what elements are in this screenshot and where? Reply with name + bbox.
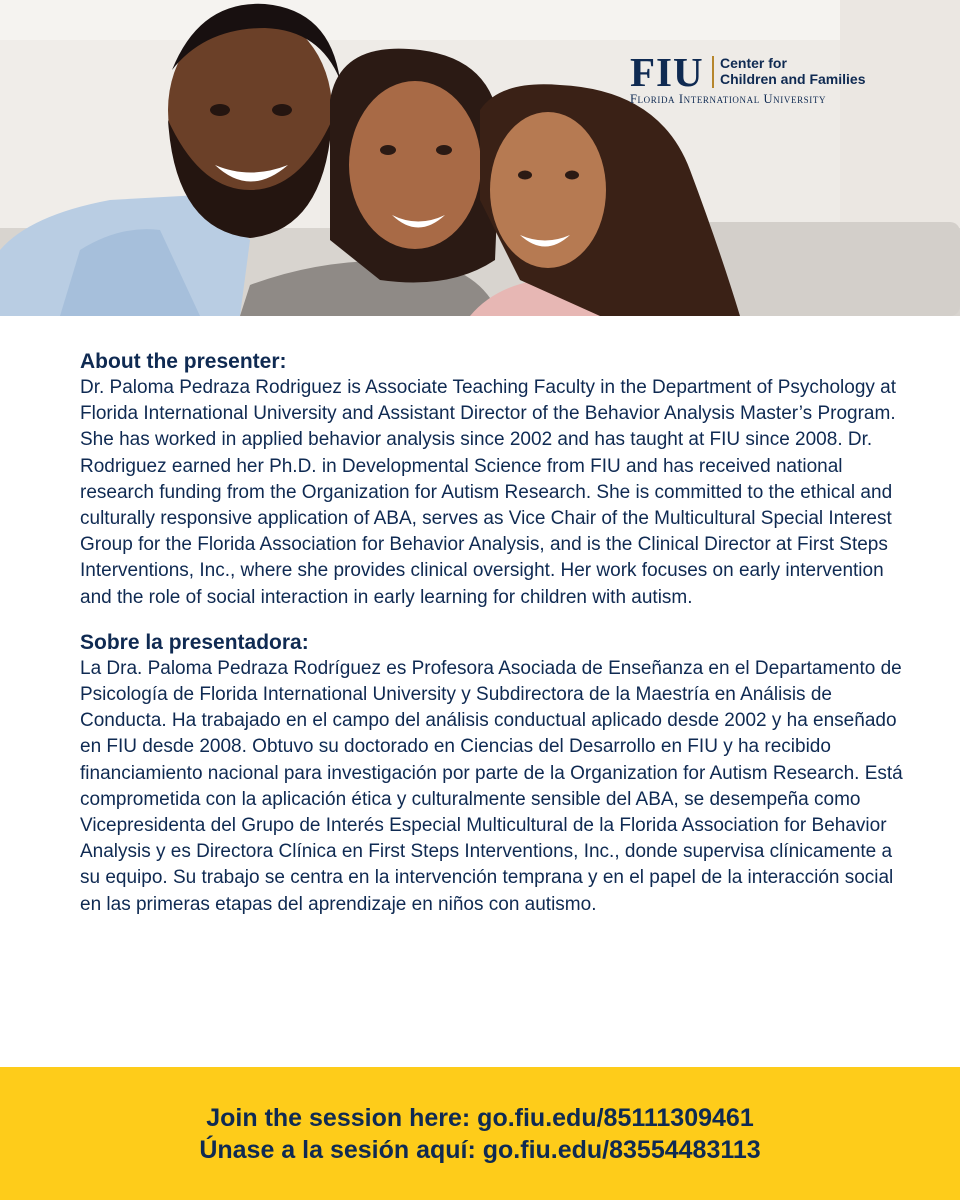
join-session-label: Join the session here: — [206, 1104, 478, 1132]
logo-center-name — [720, 55, 880, 87]
join-session-line — [0, 1103, 960, 1133]
session-links-banner — [0, 1067, 960, 1200]
presenter-info — [80, 348, 910, 918]
sobre-presentadora-bio: La Dra. Paloma Pedraza Rodríguez es Profesora Asociada de Enseñanza en el Departamento de Psicología de Florida International University y Subdirectora de la Maestría en Análisis de Conducta. Ha trabajado en el campo del análisis conductual aplicado desde 2002 y ha enseñado en FIU desde 2008. Obtuvo su doctorado en Ciencias del Desarrollo en FIU y ha recibido financiamiento nacional para investigación por parte de la Organization for Autism Research. Está comprometida con la aplicación ética y culturalmente sensible del ABA, se desempeña como Vicepresidenta del Grupo de Interés Especial Multicultural de la Florida Association for Behavior Analysis y es Directora Clínica en First Steps Interventions, Inc., donde supervisa clínicamente a su equipo. Su trabajo se centra en la intervención temprana y en el papel de la interacción social en las primeras etapas del aprendizaje en niños con autismo. — [80, 657, 903, 915]
logo-university-name: Florida International University — [630, 92, 827, 106]
unase-sesion-label: Únase a la sesión aquí: — [199, 1136, 483, 1164]
logo-center-line2: Children and Families — [720, 71, 866, 87]
unase-sesion-link[interactable]: go.fiu.edu/83554483113 — [482, 1136, 761, 1164]
unase-sesion-line — [0, 1135, 960, 1165]
join-session-link[interactable]: go.fiu.edu/85111309461 — [477, 1104, 754, 1132]
about-presenter-en — [80, 348, 910, 611]
logo-center-line1: Center for — [720, 55, 787, 71]
about-presenter-es — [80, 629, 910, 918]
fiu-logo — [628, 49, 878, 108]
logo-divider — [712, 56, 714, 88]
about-presenter-bio: Dr. Paloma Pedraza Rodriguez is Associate Teaching Faculty in the Department of Psychology at Florida International University and Assistant Director of the Behavior Analysis Master’s Program. She has worked in applied behavior analysis since 2002 and has taught at FIU since 2008. Dr. Rodriguez earned her Ph.D. in Developmental Science from FIU and has received national research funding from the Organization for Autism Research. She is committed to the ethical and culturally responsive application of ABA, serves as Vice Chair of the Multicultural Special Interest Group for the Florida Association for Behavior Analysis, and is the Clinical Director at First Steps Interventions, Inc., where she provides clinical oversight. Her work focuses on early intervention and the role of social interaction in early learning for children with autism. — [80, 377, 897, 608]
about-presenter-heading: About the presenter: — [80, 350, 287, 373]
logo-fiu-mark: FIU — [630, 49, 704, 95]
family-photo-illustration — [0, 0, 960, 316]
sobre-presentadora-heading: Sobre la presentadora: — [80, 630, 309, 654]
hero-photo — [0, 0, 960, 316]
